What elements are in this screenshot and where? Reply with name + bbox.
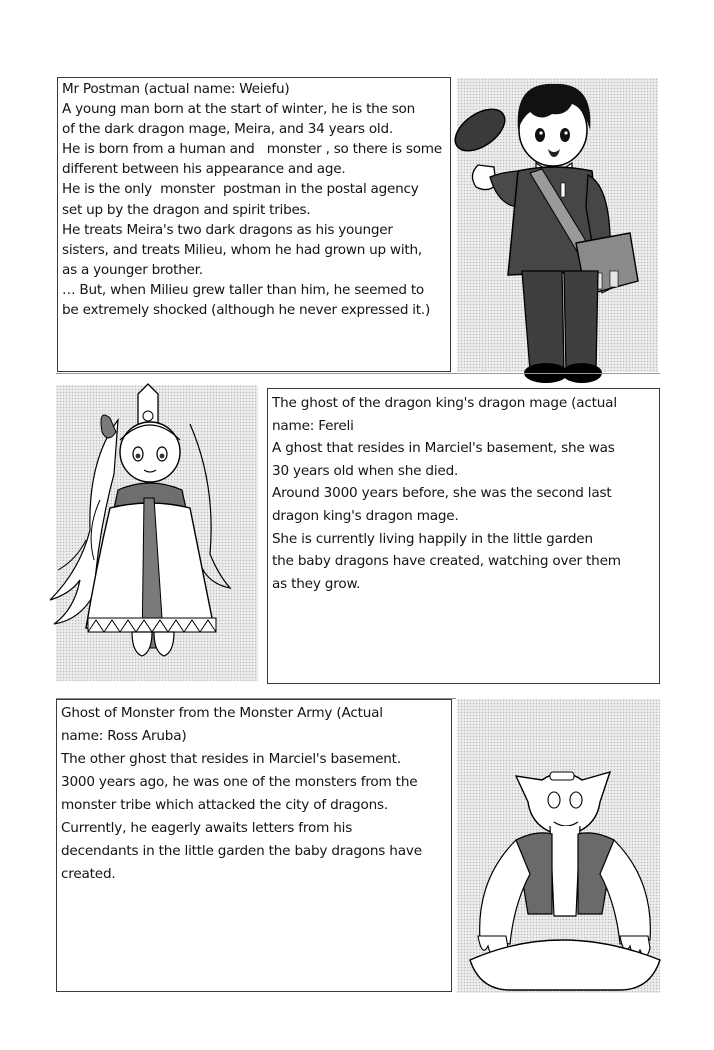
- monster-ghost-illustration: [450, 740, 665, 1000]
- profile-text-box-fereli: [267, 388, 660, 684]
- profile-line: A young man born at the start of winter, he is the son: [62, 101, 415, 118]
- profile-line: Around 3000 years before, she was the second last: [272, 485, 612, 502]
- profile-line: 3000 years ago, he was one of the monsters from the: [61, 774, 418, 790]
- profile-line: Currently, he eagerly awaits letters from his: [61, 820, 353, 836]
- profile-line: decendants in the little garden the baby dragons have: [61, 843, 422, 859]
- profile-line: monster tribe which attacked the city of dragons.: [61, 797, 388, 813]
- profile-line: sisters, and treats Milieu, whom he had grown up with,: [62, 241, 422, 258]
- profile-title: The ghost of the dragon king's dragon mage (actual: [272, 395, 617, 411]
- profile-line: name: Ross Aruba): [61, 728, 187, 744]
- profile-title: Mr Postman (actual name: Weiefu): [62, 81, 290, 97]
- profile-line: He is born from a human and monster , so there is some: [62, 141, 442, 158]
- profile-text-box-ross-aruba: [56, 699, 452, 992]
- profile-line: the baby dragons have created, watching over them: [272, 553, 621, 570]
- profile-line: A ghost that resides in Marciel's basement, she was: [272, 440, 615, 457]
- profile-title: Ghost of Monster from the Monster Army (Actual: [61, 705, 383, 721]
- profile-line: She is currently living happily in the little garden: [272, 530, 593, 547]
- profile-line: 30 years old when she died.: [272, 462, 459, 479]
- profile-line: The other ghost that resides in Marciel's basement.: [61, 751, 401, 767]
- profile-line: created.: [61, 866, 116, 882]
- profile-line: as a younger brother.: [62, 261, 203, 278]
- profile-line: different between his appearance and age.: [62, 161, 346, 178]
- panel-divider: [56, 373, 660, 374]
- fereli-ghost-illustration: [40, 380, 260, 680]
- profile-line: as they grow.: [272, 575, 361, 592]
- profile-line: dragon king's dragon mage.: [272, 507, 459, 524]
- postman-character-illustration: [448, 75, 663, 387]
- profile-text-box-postman: [57, 77, 451, 372]
- profile-line: of the dark dragon mage, Meira, and 34 years old.: [62, 121, 393, 138]
- profile-line: name: Fereli: [272, 417, 354, 434]
- profile-line: He treats Meira's two dark dragons as his younger: [62, 221, 393, 238]
- profile-line: be extremely shocked (although he never expressed it.): [62, 302, 431, 319]
- profile-line: set up by the dragon and spirit tribes.: [62, 201, 311, 218]
- profile-line: He is the only monster postman in the postal agency: [62, 181, 419, 198]
- profile-line: … But, when Milieu grew taller than him, he seemed to: [62, 281, 424, 298]
